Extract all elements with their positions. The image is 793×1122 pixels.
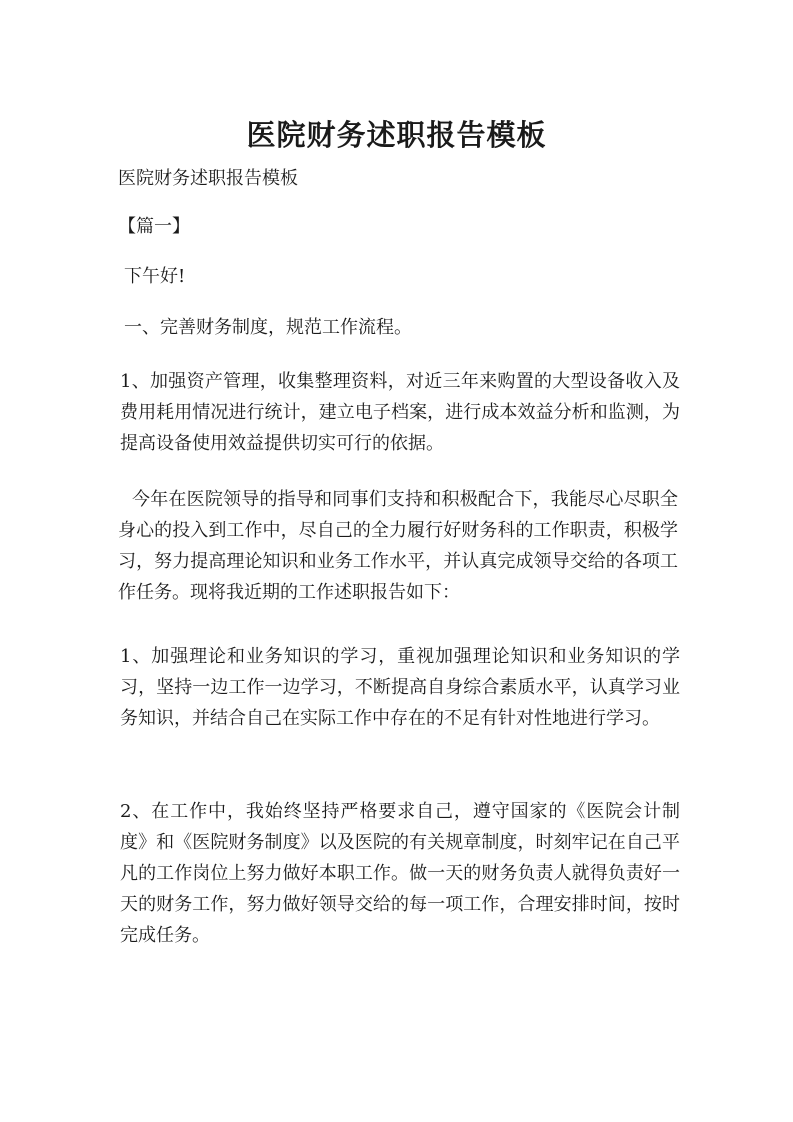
- heading-paragraph: 一、完善财务制度，规范工作流程。: [124, 317, 412, 338]
- greeting-paragraph: 下午好!: [124, 266, 186, 287]
- body-paragraph: 2、在工作中，我始终坚持严格要求自己，遵守国家的《医院会计制度》和《医院财务制度》以及医院的有关规章制度，时刻牢记在自己平凡的工作岗位上努力做好本职工作。做一天的财务负责人就得负责好一天的财务工作，努力做好领导交给的每一项工作，合理安排时间，按时完成任务。: [120, 801, 680, 946]
- document-title: 医院财务述职报告模板: [246, 118, 547, 153]
- section-label: 【篇一】: [118, 216, 190, 237]
- body-paragraph: 今年在医院领导的指导和同事们支持和积极配合下，我能尽心尽职全身心的投入到工作中，尽自己的全力履行好财务科的工作职责，积极学习，努力提高理论知识和业务工作水平，并认真完成领导交给的各项工作任务。现将我近期的工作述职报告如下：: [118, 489, 678, 603]
- body-paragraph: 1、加强理论和业务知识的学习，重视加强理论知识和业务知识的学习，坚持一边工作一边学习，不断提高自身综合素质水平，认真学习业务知识，并结合自己在实际工作中存在的不足有针对性地进行学习。: [120, 646, 680, 729]
- subtitle-paragraph: 医院财务述职报告模板: [118, 168, 298, 189]
- body-paragraph: 1、加强资产管理，收集整理资料，对近三年来购置的大型设备收入及费用耗用情况进行统计，建立电子档案，进行成本效益分析和监测，为提高设备使用效益提供切实可行的依据。: [120, 371, 680, 454]
